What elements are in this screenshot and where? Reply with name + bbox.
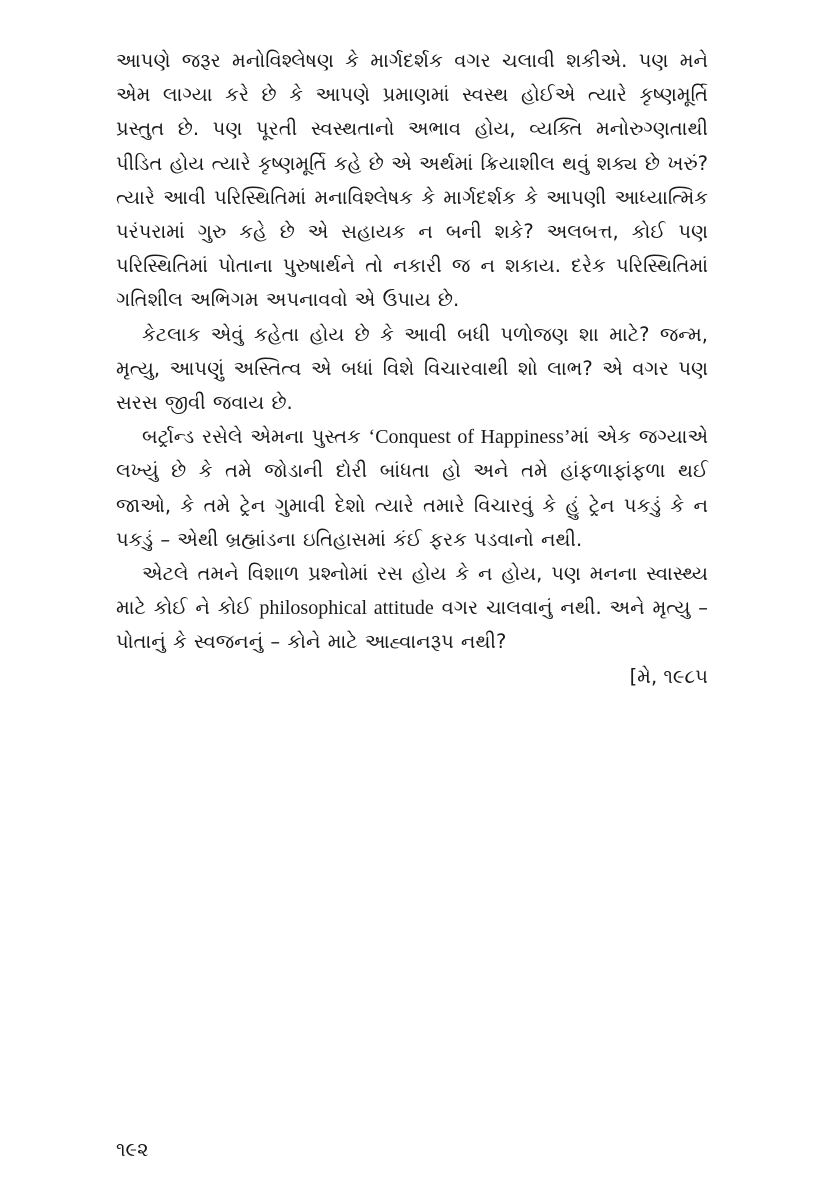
- date-signature: [મે, ૧૯૮૫: [629, 664, 708, 688]
- paragraph-4-text-start: એટલે તમને વિશાળ પ્રશ્નોમાં રસ હોય કે ન હોય, પણ મનના સ્વાસ્થ્ય માટે કોઈ ને કોઈ: [116, 562, 708, 620]
- paragraph-2: કેટલાક એવું કહેતા હોય છે કે આવી બધી પળોજણ શા માટે? જન્મ, મૃત્યુ, આપણું અસ્તિત્વ એ બધાં વિશે વિચારવાથી શો લાભ? એ વગર પણ સરસ જીવી જવાય છે.: [116, 322, 708, 415]
- english-phrase: philosophical attitude: [259, 597, 434, 620]
- paragraph-1: આપણે જરૂર મનોવિશ્લેષણ કે માર્ગદર્શક વગર ચલાવી શકીએ. પણ મને એમ લાગ્યા કરે છે કે આપણે પ્રમાણમાં સ્વસ્થ હોઈએ ત્યારે કૃષ્ણમૂર્તિ પ્રસ્તુત છે. પણ પૂરતી સ્વસ્થતાનો અભાવ હોય, વ્યક્તિ મનોરુગ્ણતાથી પીડિત હોય ત્યારે કૃષ્ણમૂર્તિ કહે છે એ અર્થમાં ક્રિયાશીલ થવું શક્ય છે ખરું? ત્યારે આવી પરિસ્થિતિમાં મનાવિશ્લેષક કે માર્ગદર્શક કે આપણી આધ્યાત્મિક પરંપરામાં ગુરુ કહે છે એ સહાયક ન બની શકે? અલબત્ત, કોઈ પણ પરિસ્થિતિમાં પોતાના પુરુષાર્થને તો નકારી જ ન શકાય. દરેક પરિસ્થિતિમાં ગતિશીલ અભિગમ અપનાવવો એ ઉપાય છે.: [116, 49, 708, 312]
- paragraph-3-text-start: બર્ટ્રાન્ડ રસેલે એમના પુસ્તક: [142, 425, 369, 449]
- page-body: [116, 44, 708, 694]
- paragraph-3: [116, 420, 708, 557]
- paragraph-3-text-end: માં એક જગ્યાએ લખ્યું છે કે તમે જોડાની દોરી બાંધતા હો અને તમે હાંફળાફાંફળા થઈ જાઓ, કે તમે ટ્રેન ગુમાવી દેશો ત્યારે તમારે વિચારવું કે હું ટ્રેન પકડું કે ન પકડું – એથી બ્રહ્માંડના ઇતિહાસમાં કંઈ ફરક પડવાનો નથી.: [116, 425, 709, 551]
- book-title: ‘Conquest of Happiness’: [368, 426, 571, 449]
- paragraph-4: [116, 557, 708, 660]
- paragraph-4-text-end: વગર ચાલવાનું નથી. અને મૃત્યુ – પોતાનું કે સ્વજનનું – કોને માટે આહ્વાનરૂપ નથી?: [116, 596, 709, 654]
- page-number: ૧૯૨: [116, 1138, 149, 1161]
